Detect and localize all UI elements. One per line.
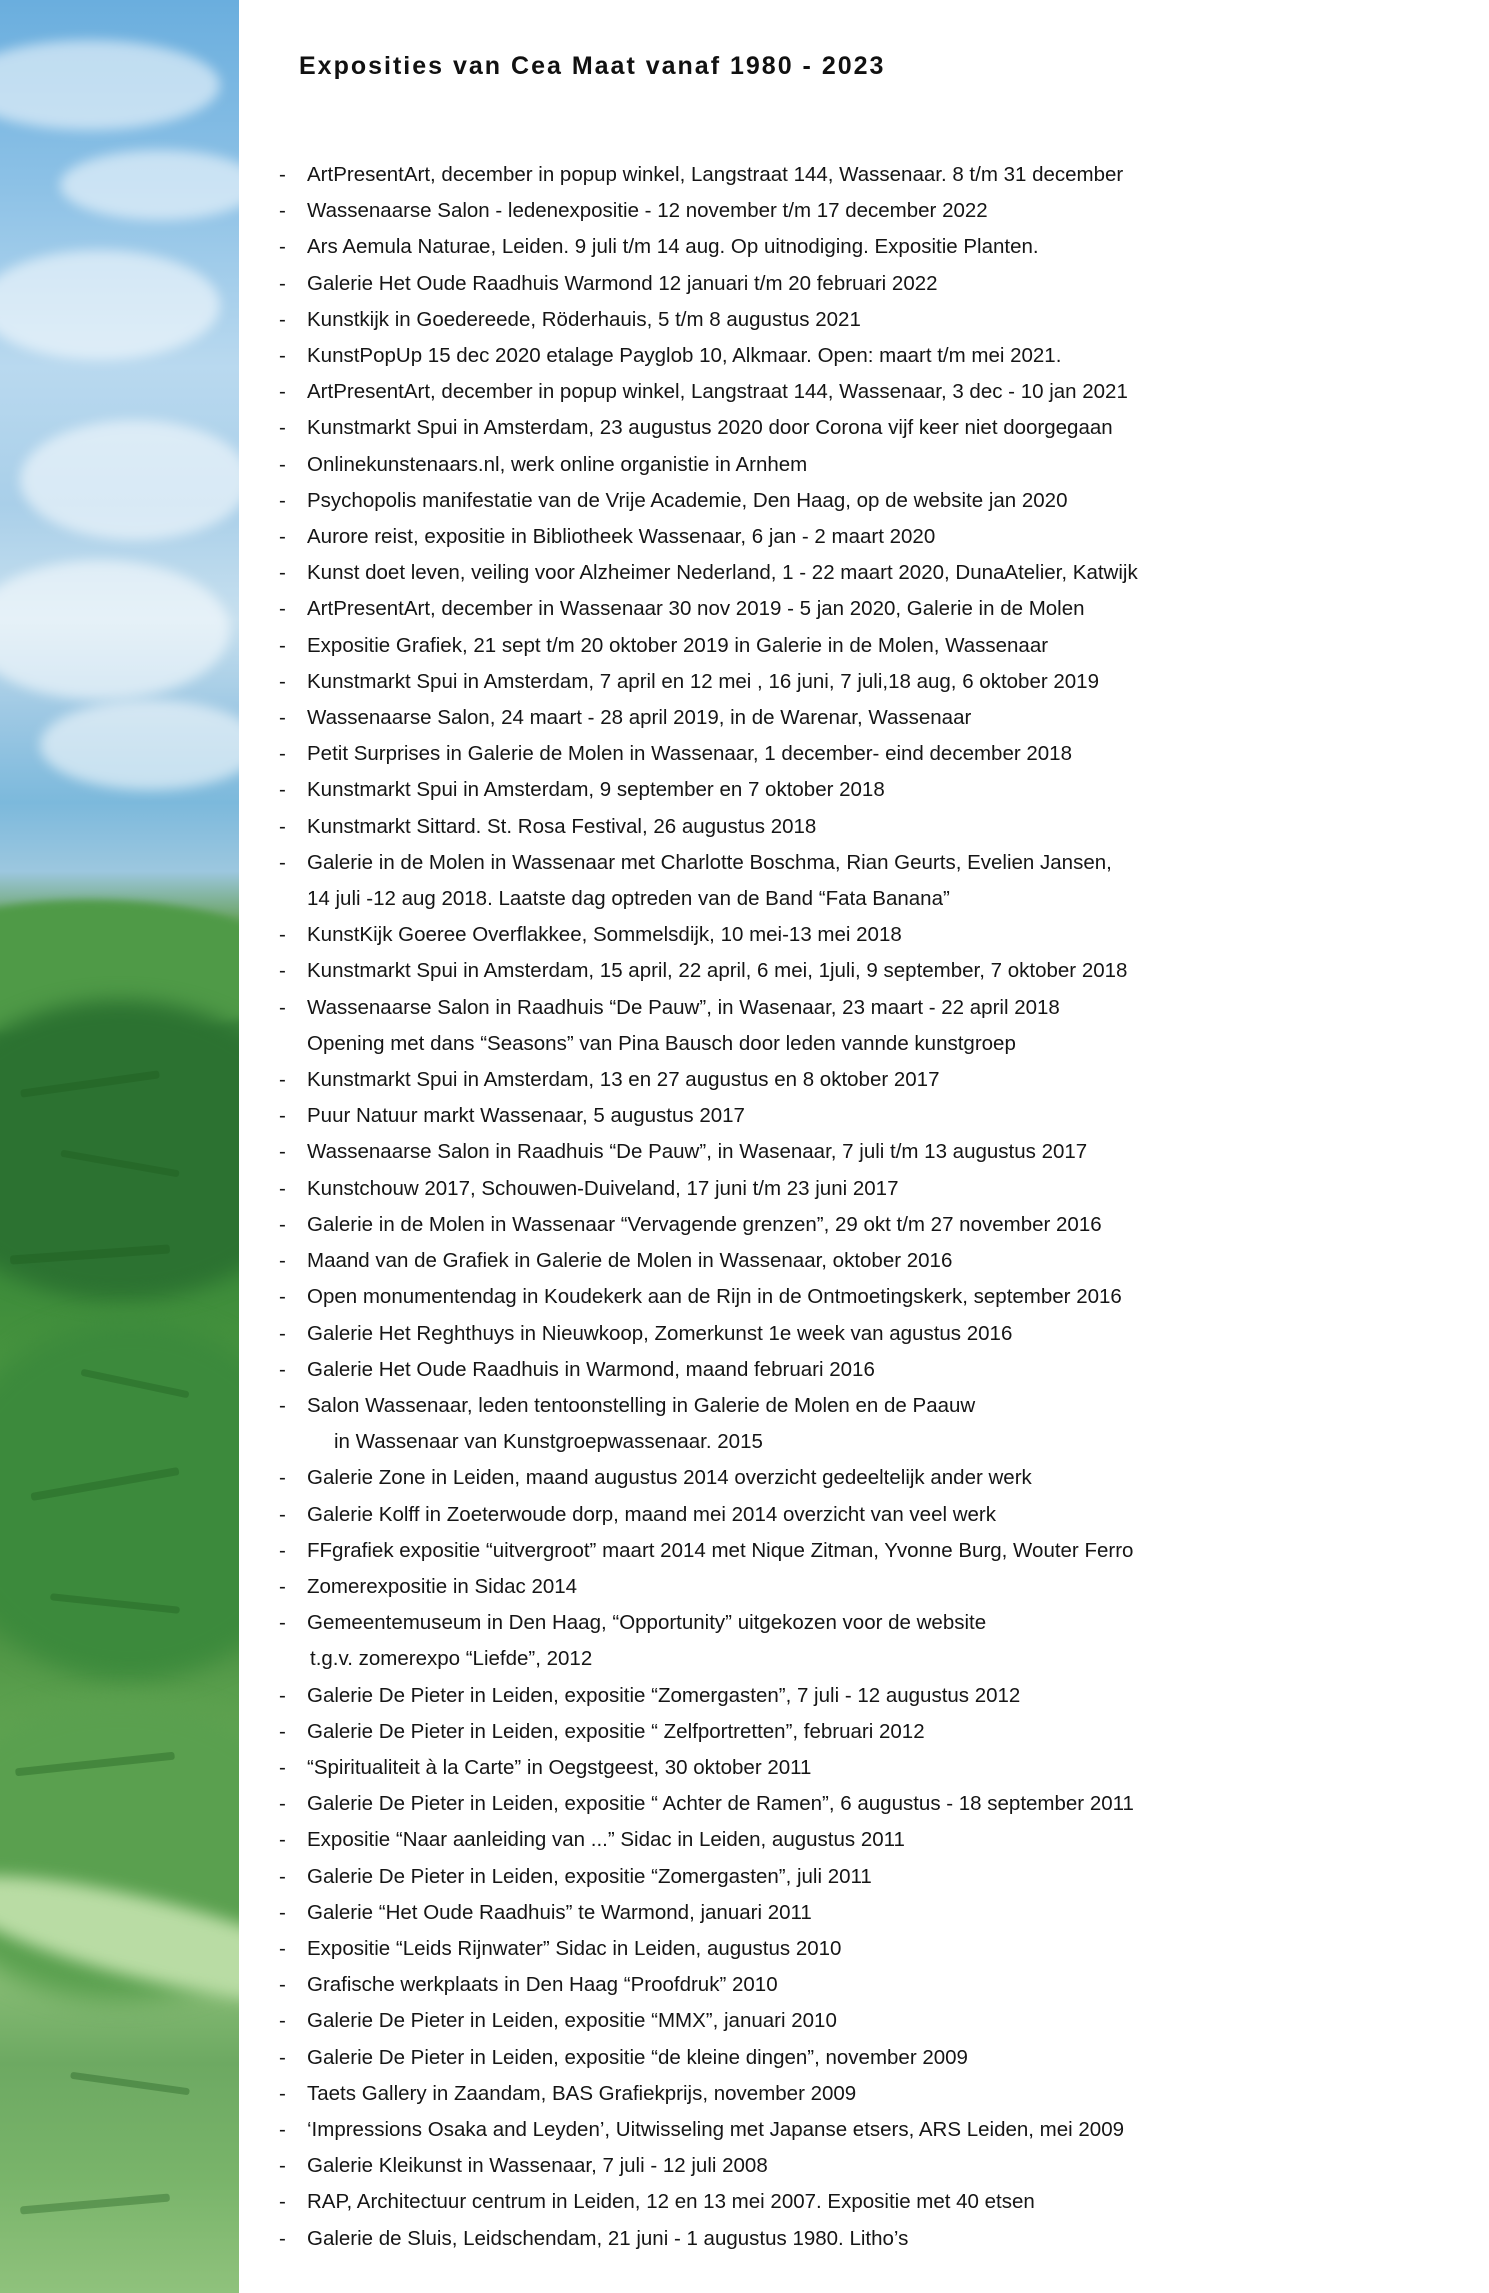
exhibition-text: Ars Aemula Naturae, Leiden. 9 juli t/m 14 aug. Op uitnodiging. Expositie Planten. — [307, 235, 1039, 259]
list-bullet: - — [279, 380, 286, 404]
exhibition-text: “Spiritualiteit à la Carte” in Oegstgeest, 30 oktober 2011 — [307, 1755, 812, 1779]
exhibition-text: Galerie De Pieter in Leiden, expositie “ Achter de Ramen”, 6 augustus - 18 september 2011 — [307, 1792, 1134, 1816]
list-item — [279, 1062, 1138, 1098]
list-bullet: - — [279, 1502, 286, 1526]
list-bullet: - — [279, 2154, 286, 2178]
list-bullet: - — [279, 1176, 286, 1200]
list-bullet: - — [279, 199, 286, 223]
exhibition-text: Taets Gallery in Zaandam, BAS Grafiekprijs, november 2009 — [307, 2081, 857, 2105]
exhibition-text: RAP, Architectuur centrum in Leiden, 12 en 13 mei 2007. Expositie met 40 etsen — [307, 2190, 1035, 2214]
exhibition-list — [279, 157, 1138, 2257]
list-item — [279, 2112, 1138, 2148]
exhibition-text: Galerie De Pieter in Leiden, expositie “Zomergasten”, juli 2011 — [307, 1864, 872, 1888]
list-item — [279, 809, 1138, 845]
list-item — [279, 1859, 1138, 1895]
exhibition-text: Galerie de Sluis, Leidschendam, 21 juni - 1 augustus 1980. Litho’s — [307, 2226, 909, 2250]
exhibition-text: ArtPresentArt, december in Wassenaar 30 nov 2019 - 5 jan 2020, Galerie in de Molen — [307, 597, 1085, 621]
list-bullet: - — [279, 344, 286, 368]
list-item — [279, 1171, 1138, 1207]
exhibition-text: KunstKijk Goeree Overflakkee, Sommelsdijk, 10 mei-13 mei 2018 — [307, 923, 902, 947]
exhibition-text: Aurore reist, expositie in Bibliotheek Wassenaar, 6 jan - 2 maart 2020 — [307, 525, 936, 549]
list-item — [279, 1895, 1138, 1931]
list-item — [279, 1243, 1138, 1279]
exhibition-text-continued: 14 juli -12 aug 2018. Laatste dag optreden van de Band “Fata Banana” — [307, 887, 950, 911]
list-item — [279, 1678, 1138, 1714]
exhibition-text: Kunstchouw 2017, Schouwen-Duiveland, 17 juni t/m 23 juni 2017 — [307, 1176, 899, 1200]
list-item — [279, 519, 1138, 555]
list-bullet: - — [279, 995, 286, 1019]
list-bullet: - — [279, 2081, 286, 2105]
list-item — [279, 1714, 1138, 1750]
list-item — [279, 483, 1138, 519]
list-bullet: - — [279, 1719, 286, 1743]
exhibitions-content — [239, 0, 1489, 2293]
list-bullet: - — [279, 850, 286, 874]
list-item — [279, 1569, 1138, 1605]
list-item — [279, 1931, 1138, 1967]
list-item — [279, 628, 1138, 664]
list-item — [279, 664, 1138, 700]
exhibition-text: ‘Impressions Osaka and Leyden’, Uitwisseling met Japanse etsers, ARS Leiden, mei 2009 — [307, 2117, 1125, 2141]
list-item — [279, 374, 1138, 410]
list-bullet: - — [279, 2009, 286, 2033]
list-item — [279, 2040, 1138, 2076]
exhibition-text: Expositie Grafiek, 21 sept t/m 20 oktober 2019 in Galerie in de Molen, Wassenaar — [307, 633, 1049, 657]
list-bullet: - — [279, 1357, 286, 1381]
exhibition-text: Salon Wassenaar, leden tentoonstelling in Galerie de Molen en de Paauw — [307, 1393, 976, 1417]
exhibition-text: Kunstmarkt Sittard. St. Rosa Festival, 26 augustus 2018 — [307, 814, 817, 838]
list-bullet: - — [279, 597, 286, 621]
list-item — [279, 1098, 1138, 1134]
list-item — [279, 302, 1138, 338]
list-item — [279, 700, 1138, 736]
exhibition-text: KunstPopUp 15 dec 2020 etalage Payglob 10, Alkmaar. Open: maart t/m mei 2021. — [307, 344, 1062, 368]
list-item — [279, 555, 1138, 591]
list-bullet: - — [279, 561, 286, 585]
list-item — [279, 410, 1138, 446]
list-item — [279, 1207, 1138, 1243]
list-bullet: - — [279, 2045, 286, 2069]
exhibition-text-continued: Opening met dans “Seasons” van Pina Bausch door leden vannde kunstgroep — [307, 1031, 1016, 1055]
exhibition-text: Petit Surprises in Galerie de Molen in Wassenaar, 1 december- eind december 2018 — [307, 742, 1072, 766]
list-bullet: - — [279, 742, 286, 766]
exhibition-text: Wassenaarse Salon in Raadhuis “De Pauw”, in Wasenaar, 23 maart - 22 april 2018 — [307, 995, 1060, 1019]
list-item — [279, 1352, 1138, 1388]
list-item — [279, 447, 1138, 483]
exhibition-text: Wassenaarse Salon in Raadhuis “De Pauw”, in Wasenaar, 7 juli t/m 13 augustus 2017 — [307, 1140, 1088, 1164]
list-bullet: - — [279, 1755, 286, 1779]
list-bullet: - — [279, 1973, 286, 1997]
exhibition-text: Kunstmarkt Spui in Amsterdam, 15 april, 22 april, 6 mei, 1juli, 9 september, 7 oktober 2018 — [307, 959, 1128, 983]
list-item — [279, 1967, 1138, 2003]
exhibition-text: Galerie De Pieter in Leiden, expositie “MMX”, januari 2010 — [307, 2009, 837, 2033]
exhibition-text: Galerie Kolff in Zoeterwoude dorp, maand mei 2014 overzicht van veel werk — [307, 1502, 997, 1526]
list-bullet: - — [279, 1900, 286, 1924]
list-bullet: - — [279, 923, 286, 947]
list-item — [279, 1786, 1138, 1822]
list-item — [279, 2184, 1138, 2220]
list-bullet: - — [279, 1212, 286, 1236]
list-item — [279, 2076, 1138, 2112]
list-bullet: - — [279, 706, 286, 730]
page-title: Exposities van Cea Maat vanaf 1980 - 2023 — [299, 52, 886, 80]
exhibition-text: Galerie in de Molen in Wassenaar met Charlotte Boschma, Rian Geurts, Evelien Jansen, — [307, 850, 1112, 874]
list-item — [279, 1822, 1138, 1858]
list-bullet: - — [279, 307, 286, 331]
list-bullet: - — [279, 416, 286, 440]
list-bullet: - — [279, 2226, 286, 2250]
exhibition-text: Puur Natuur markt Wassenaar, 5 augustus 2017 — [307, 1104, 745, 1128]
list-bullet: - — [279, 452, 286, 476]
exhibition-text: Grafische werkplaats in Den Haag “Proofdruk” 2010 — [307, 1973, 778, 1997]
list-bullet: - — [279, 235, 286, 259]
list-bullet: - — [279, 1828, 286, 1852]
exhibition-text: Onlinekunstenaars.nl, werk online organistie in Arnhem — [307, 452, 808, 476]
list-item — [279, 990, 1138, 1062]
list-bullet: - — [279, 633, 286, 657]
exhibition-text: Galerie De Pieter in Leiden, expositie “ Zelfportretten”, februari 2012 — [307, 1719, 925, 1743]
list-bullet: - — [279, 1393, 286, 1417]
exhibition-text: Open monumentendag in Koudekerk aan de Rijn in de Ontmoetingskerk, september 2016 — [307, 1285, 1122, 1309]
list-bullet: - — [279, 271, 286, 295]
exhibition-text: Zomerexpositie in Sidac 2014 — [307, 1574, 578, 1598]
list-item — [279, 953, 1138, 989]
exhibition-text: ArtPresentArt, december in popup winkel, Langstraat 144, Wassenaar, 3 dec - 10 jan 2021 — [307, 380, 1128, 404]
list-item — [279, 1316, 1138, 1352]
exhibition-text: Expositie “Naar aanleiding van ...” Sidac in Leiden, augustus 2011 — [307, 1828, 905, 1852]
list-bullet: - — [279, 1321, 286, 1345]
exhibition-text-continued: in Wassenaar van Kunstgroepwassenaar. 2015 — [334, 1430, 763, 1454]
list-bullet: - — [279, 1466, 286, 1490]
exhibition-text: Kunstmarkt Spui in Amsterdam, 9 september en 7 oktober 2018 — [307, 778, 885, 802]
exhibition-text: Kunstkijk in Goedereede, Röderhauis, 5 t/m 8 augustus 2021 — [307, 307, 861, 331]
exhibition-text: FFgrafiek expositie “uitvergroot” maart 2014 met Nique Zitman, Yvonne Burg, Wouter Ferro — [307, 1538, 1134, 1562]
exhibition-text: Galerie Het Oude Raadhuis in Warmond, maand februari 2016 — [307, 1357, 875, 1381]
exhibition-text: Galerie in de Molen in Wassenaar “Vervagende grenzen”, 29 okt t/m 27 november 2016 — [307, 1212, 1102, 1236]
exhibition-text: Galerie De Pieter in Leiden, expositie “Zomergasten”, 7 juli - 12 augustus 2012 — [307, 1683, 1021, 1707]
list-bullet: - — [279, 1249, 286, 1273]
list-item — [279, 591, 1138, 627]
exhibition-text: Galerie Kleikunst in Wassenaar, 7 juli - 12 juli 2008 — [307, 2154, 768, 2178]
exhibition-text: Galerie Het Reghthuys in Nieuwkoop, Zomerkunst 1e week van agustus 2016 — [307, 1321, 1013, 1345]
list-item — [279, 1605, 1138, 1677]
exhibition-text: Wassenaarse Salon, 24 maart - 28 april 2019, in de Warenar, Wassenaar — [307, 706, 972, 730]
list-item — [279, 1750, 1138, 1786]
list-bullet: - — [279, 1140, 286, 1164]
list-bullet: - — [279, 488, 286, 512]
list-item — [279, 917, 1138, 953]
list-item — [279, 2003, 1138, 2039]
list-bullet: - — [279, 1611, 286, 1635]
list-bullet: - — [279, 1068, 286, 1092]
list-bullet: - — [279, 525, 286, 549]
list-item — [279, 2221, 1138, 2257]
list-item — [279, 266, 1138, 302]
exhibition-text: Kunst doet leven, veiling voor Alzheimer Nederland, 1 - 22 maart 2020, DunaAtelier, Katwijk — [307, 561, 1138, 585]
list-bullet: - — [279, 2190, 286, 2214]
list-bullet: - — [279, 1285, 286, 1309]
list-item — [279, 1533, 1138, 1569]
list-bullet: - — [279, 1538, 286, 1562]
list-item — [279, 1134, 1138, 1170]
exhibition-text: Galerie De Pieter in Leiden, expositie “de kleine dingen”, november 2009 — [307, 2045, 968, 2069]
exhibition-text: Kunstmarkt Spui in Amsterdam, 7 april en 12 mei , 16 juni, 7 juli,18 aug, 6 oktober 2019 — [307, 669, 1099, 693]
exhibition-text: Maand van de Grafiek in Galerie de Molen in Wassenaar, oktober 2016 — [307, 1249, 953, 1273]
exhibition-text: Galerie Het Oude Raadhuis Warmond 12 januari t/m 20 februari 2022 — [307, 271, 938, 295]
exhibition-text: Kunstmarkt Spui in Amsterdam, 23 augustus 2020 door Corona vijf keer niet doorgegaan — [307, 416, 1113, 440]
list-item — [279, 845, 1138, 917]
list-item — [279, 193, 1138, 229]
list-bullet: - — [279, 1936, 286, 1960]
list-item — [279, 229, 1138, 265]
landscape-painting-icon — [0, 0, 239, 2293]
list-item — [279, 772, 1138, 808]
list-item — [279, 1460, 1138, 1496]
exhibition-text: Galerie Zone in Leiden, maand augustus 2014 overzicht gedeeltelijk ander werk — [307, 1466, 1032, 1490]
list-item — [279, 157, 1138, 193]
exhibition-text: Wassenaarse Salon - ledenexpositie - 12 november t/m 17 december 2022 — [307, 199, 988, 223]
list-bullet: - — [279, 669, 286, 693]
list-item — [279, 1279, 1138, 1315]
list-bullet: - — [279, 1864, 286, 1888]
list-bullet: - — [279, 163, 286, 186]
exhibition-text: ArtPresentArt, december in popup winkel, Langstraat 144, Wassenaar. 8 t/m 31 december — [307, 163, 1124, 186]
exhibition-text: Gemeentemuseum in Den Haag, “Opportunity” uitgekozen voor de website — [307, 1611, 987, 1635]
list-bullet: - — [279, 1574, 286, 1598]
list-item — [279, 338, 1138, 374]
list-bullet: - — [279, 1683, 286, 1707]
list-item — [279, 1497, 1138, 1533]
exhibition-text: Expositie “Leids Rijnwater” Sidac in Leiden, augustus 2010 — [307, 1936, 842, 1960]
list-bullet: - — [279, 814, 286, 838]
list-bullet: - — [279, 959, 286, 983]
list-item — [279, 1388, 1138, 1460]
list-bullet: - — [279, 1792, 286, 1816]
exhibition-text: Kunstmarkt Spui in Amsterdam, 13 en 27 augustus en 8 oktober 2017 — [307, 1068, 940, 1092]
list-item — [279, 736, 1138, 772]
list-item — [279, 2148, 1138, 2184]
exhibition-text: Psychopolis manifestatie van de Vrije Academie, Den Haag, op de website jan 2020 — [307, 488, 1068, 512]
list-bullet: - — [279, 1104, 286, 1128]
exhibition-text: Galerie “Het Oude Raadhuis” te Warmond, januari 2011 — [307, 1900, 812, 1924]
list-bullet: - — [279, 2117, 286, 2141]
list-bullet: - — [279, 778, 286, 802]
exhibition-text-continued: t.g.v. zomerexpo “Liefde”, 2012 — [310, 1647, 593, 1671]
